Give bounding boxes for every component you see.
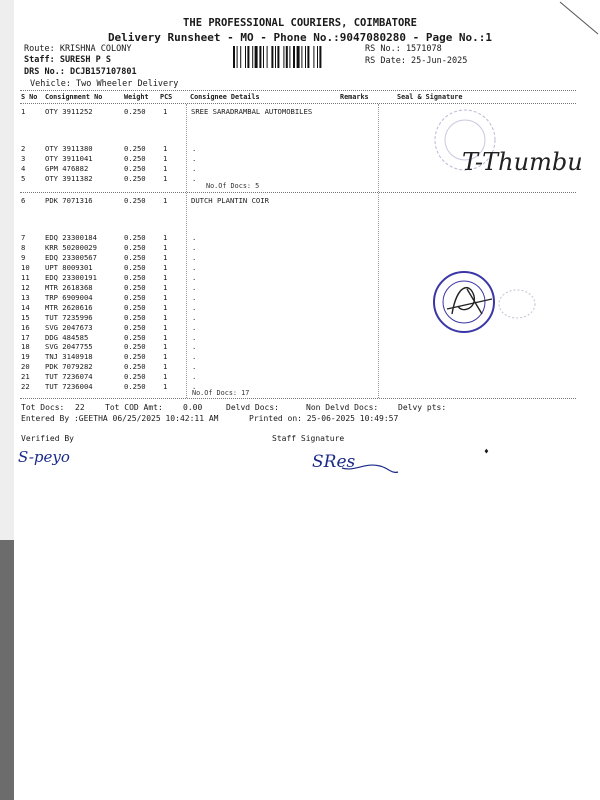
row-mark: . — [192, 352, 197, 362]
row-mark: . — [192, 154, 197, 163]
row-pcs: 1 — [163, 164, 168, 173]
row-pcs: 1 — [163, 252, 168, 262]
barcode-bar — [297, 46, 300, 68]
row-pcs: 1 — [163, 196, 168, 205]
column-divider — [186, 104, 187, 192]
row-consignment-no: PDK 7071316 — [45, 196, 93, 205]
tot-docs-value: 22 — [75, 403, 85, 412]
row-mark: . — [192, 332, 197, 342]
non-delvd-docs: Non Delvd Docs: — [306, 403, 379, 412]
row-pcs: 1 — [163, 352, 168, 362]
barcode-bar — [301, 46, 302, 68]
column-divider — [378, 104, 379, 192]
row-pcs: 1 — [163, 292, 168, 302]
row-consignment-no: TUT 7236074 — [45, 372, 93, 382]
row-sno: 15 — [21, 312, 30, 322]
barcode-bar — [233, 46, 235, 68]
scan-shadow — [0, 540, 14, 800]
barcode-bar — [283, 46, 284, 68]
row-sno: 18 — [21, 342, 30, 352]
row-pcs: 1 — [163, 242, 168, 252]
row-weight: 0.250 — [124, 174, 146, 183]
row-consignment-no: TNJ 3140918 — [45, 352, 93, 362]
row-weight: 0.250 — [124, 382, 146, 392]
barcode-bar — [313, 46, 314, 68]
row-mark: . — [192, 272, 197, 282]
row-weight: 0.250 — [124, 312, 146, 322]
row-consignment-no: SVG 2047755 — [45, 342, 93, 352]
row-weight: 0.250 — [124, 302, 146, 312]
row-pcs: 1 — [163, 144, 168, 153]
row-weight: 0.250 — [124, 362, 146, 372]
row-pcs: 1 — [163, 107, 168, 116]
row-weight: 0.250 — [124, 342, 146, 352]
barcode-bar — [259, 46, 261, 68]
row-sno: 19 — [21, 352, 30, 362]
row-sno: 1 — [21, 107, 26, 116]
row-sno: 16 — [21, 322, 30, 332]
runsheet-title: Delivery Runsheet - MO - Phone No.:9047080280 - Page No.:1 — [107, 31, 493, 44]
printed-on: Printed on: 25-06-2025 10:49:57 — [249, 414, 399, 423]
row-pcs: 1 — [163, 372, 168, 382]
row-weight: 0.250 — [124, 154, 146, 163]
row-mark: . — [192, 322, 197, 332]
row-weight: 0.250 — [124, 252, 146, 262]
barcode-bar — [252, 46, 253, 68]
row-mark: . — [192, 242, 197, 252]
row-consignment-no: TUT 7235996 — [45, 312, 93, 322]
col-weight: Weight — [124, 93, 149, 101]
barcode-bar — [271, 46, 273, 68]
staff-label: Staff: SURESH P S — [24, 55, 111, 65]
row-mark: . — [192, 282, 197, 292]
row-weight: 0.250 — [124, 107, 146, 116]
table-bottom-rule — [20, 398, 576, 399]
rs-date: RS Date: 25-Jun-2025 — [365, 56, 468, 66]
row-consignment-no: SVG 2047673 — [45, 322, 93, 332]
row-pcs: 1 — [163, 322, 168, 332]
row-weight: 0.250 — [124, 332, 146, 342]
row-pcs: 1 — [163, 342, 168, 352]
barcode-bar — [245, 46, 246, 68]
row-mark: . — [192, 262, 197, 272]
row-sno: 6 — [21, 196, 26, 205]
route-label: Route: KRISHNA COLONY — [24, 44, 132, 54]
table-top-rule — [20, 90, 576, 91]
scan-edge — [0, 0, 14, 800]
barcode-bar — [289, 46, 290, 68]
verified-signature: S-peyo — [18, 448, 70, 466]
row-consignment-no: EDQ 23300567 — [45, 252, 97, 262]
consignee-name: DUTCH PLANTIN COIR — [191, 196, 269, 205]
row-weight: 0.250 — [124, 272, 146, 282]
barcode-bar — [317, 46, 318, 68]
row-mark: . — [192, 144, 197, 153]
barcode-bar — [305, 46, 306, 68]
row-consignment-no: OTY 3911382 — [45, 174, 93, 183]
drs-label: DRS No.: DCJB157107801 — [24, 67, 137, 77]
row-consignment-no: TUT 7236004 — [45, 382, 93, 392]
ink-dot: ♦ — [484, 447, 489, 456]
row-mark: . — [192, 292, 197, 302]
row-weight: 0.250 — [124, 282, 146, 292]
row-sno: 3 — [21, 154, 26, 163]
row-pcs: 1 — [163, 312, 168, 322]
barcode-image — [233, 46, 353, 68]
row-mark: . — [192, 362, 197, 372]
staff-signature-label: Staff Signature — [272, 434, 345, 443]
row-mark: . — [192, 372, 197, 382]
row-pcs: 1 — [163, 302, 168, 312]
col-consignee: Consignee Details — [190, 93, 260, 101]
row-consignment-no: EDQ 23300184 — [45, 233, 97, 242]
row-sno: 4 — [21, 164, 26, 173]
barcode-bar — [263, 46, 264, 68]
row-weight: 0.250 — [124, 242, 146, 252]
row-pcs: 1 — [163, 174, 168, 183]
rs-no: RS No.: 1571078 — [365, 44, 442, 54]
row-consignment-no: EDQ 23300191 — [45, 272, 97, 282]
row-consignment-no: GPM 476882 — [45, 164, 89, 173]
docs-count: No.Of Docs: 5 — [206, 182, 260, 190]
receiver-signature: T-Thumbu — [462, 148, 583, 176]
row-consignment-no: KRR 50200029 — [45, 242, 97, 252]
row-consignment-no: OTY 3911041 — [45, 154, 93, 163]
staff-signature: SRes — [312, 452, 356, 472]
row-sno: 11 — [21, 272, 30, 282]
row-consignment-no: TRP 6909004 — [45, 292, 93, 302]
row-weight: 0.250 — [124, 262, 146, 272]
row-mark: . — [192, 174, 197, 183]
row-consignment-no: OTY 3911380 — [45, 144, 93, 153]
row-sno: 13 — [21, 292, 30, 302]
docs-count: No.Of Docs: 17 — [192, 389, 250, 397]
row-pcs: 1 — [163, 382, 168, 392]
row-sno: 2 — [21, 144, 26, 153]
row-weight: 0.250 — [124, 352, 146, 362]
col-sno: S No — [21, 93, 38, 101]
barcode-bar — [275, 46, 276, 68]
barcode-bar — [237, 46, 238, 68]
row-sno: 10 — [21, 262, 30, 272]
row-weight: 0.250 — [124, 292, 146, 302]
entered-by: Entered By :GEETHA 06/25/2025 10:42:11 AM — [21, 414, 219, 423]
row-weight: 0.250 — [124, 196, 146, 205]
row-pcs: 1 — [163, 282, 168, 292]
row-weight: 0.250 — [124, 164, 146, 173]
col-remarks: Remarks — [340, 93, 369, 101]
row-consignment-no: DDG 484585 — [45, 332, 89, 342]
col-seal-signature: Seal & Signature — [397, 93, 463, 101]
row-pcs: 1 — [163, 154, 168, 163]
tot-cod-label: Tot COD Amt: — [105, 403, 163, 412]
row-sno: 21 — [21, 372, 30, 382]
company-title: THE PROFESSIONAL COURIERS, COIMBATORE — [183, 17, 417, 29]
barcode-bar — [277, 46, 279, 68]
row-weight: 0.250 — [124, 233, 146, 242]
row-mark: . — [192, 382, 197, 392]
row-mark: . — [192, 233, 197, 242]
row-mark: . — [192, 252, 197, 262]
row-weight: 0.250 — [124, 144, 146, 153]
row-pcs: 1 — [163, 362, 168, 372]
row-pcs: 1 — [163, 233, 168, 242]
row-sno: 20 — [21, 362, 30, 372]
tot-cod-value: 0.00 — [183, 403, 203, 412]
row-consignment-no: UPT 8009301 — [45, 262, 93, 272]
barcode-bar — [240, 46, 241, 68]
row-sno: 5 — [21, 174, 26, 183]
row-consignment-no: OTY 3911252 — [45, 107, 93, 116]
row-sno: 22 — [21, 382, 30, 392]
row-weight: 0.250 — [124, 372, 146, 382]
row-pcs: 1 — [163, 272, 168, 282]
signature-flourish — [340, 458, 400, 478]
row-mark: . — [192, 302, 197, 312]
row-mark: . — [192, 342, 197, 352]
row-weight: 0.250 — [124, 322, 146, 332]
delvd-docs: Delvd Docs: — [226, 403, 279, 412]
barcode-bar — [319, 46, 321, 68]
barcode-bar — [286, 46, 288, 68]
tot-docs-label: Tot Docs: — [21, 403, 65, 412]
verified-by-label: Verified By — [21, 434, 74, 443]
row-mark: . — [192, 312, 197, 322]
barcode-bar — [255, 46, 258, 68]
barcode-bar — [267, 46, 268, 68]
company-seal — [422, 264, 542, 344]
row-mark: . — [192, 164, 197, 173]
row-pcs: 1 — [163, 332, 168, 342]
column-divider — [186, 193, 187, 398]
row-consignment-no: MTR 2618368 — [45, 282, 93, 292]
consignee-name: SREE SARADRAMBAL AUTOMOBILES — [191, 107, 313, 116]
row-sno: 14 — [21, 302, 30, 312]
barcode-bar — [307, 46, 309, 68]
row-consignment-no: PDK 7079282 — [45, 362, 93, 372]
delvy-pts: Delvy pts: — [398, 403, 447, 412]
column-divider — [378, 193, 379, 398]
row-sno: 12 — [21, 282, 30, 292]
barcode-bar — [247, 46, 249, 68]
row-consignment-no: MTR 2620616 — [45, 302, 93, 312]
vehicle-label: Vehicle: Two Wheeler Delivery — [30, 79, 179, 89]
row-sno: 17 — [21, 332, 30, 342]
row-sno: 8 — [21, 242, 26, 252]
col-consignment: Consignment No — [45, 93, 103, 101]
col-pcs: PCS — [160, 93, 173, 101]
row-pcs: 1 — [163, 262, 168, 272]
row-sno: 9 — [21, 252, 26, 262]
row-sno: 7 — [21, 233, 26, 242]
barcode-bar — [293, 46, 295, 68]
